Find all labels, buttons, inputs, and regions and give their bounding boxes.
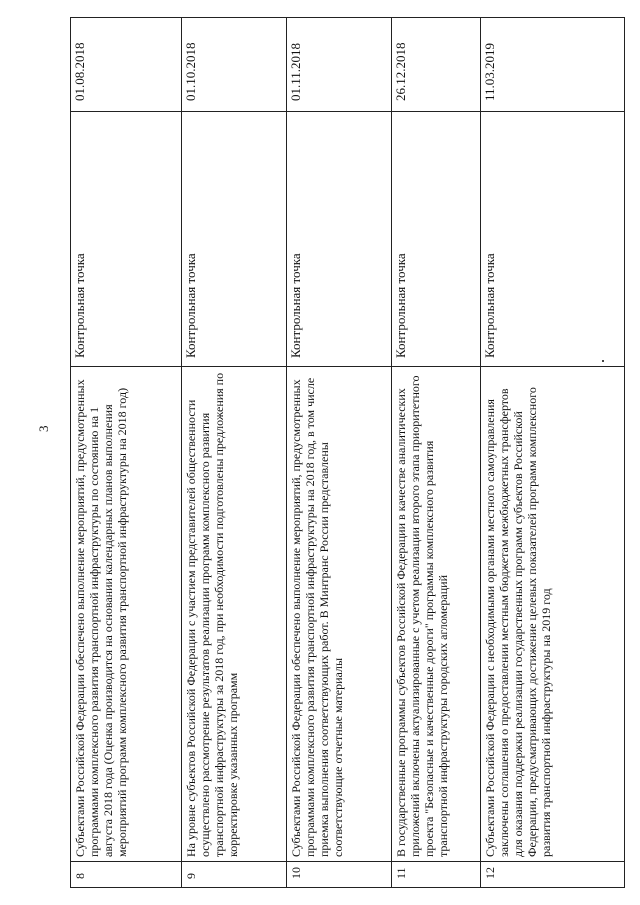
table-row — [480, 18, 624, 888]
row-date: 01.11.2018 — [287, 18, 392, 112]
row-type: Контрольная точка — [392, 112, 481, 367]
scan-speck — [602, 360, 604, 362]
rotated-table-container — [70, 18, 625, 888]
table-row — [287, 18, 392, 888]
row-description: В государственные программы субъектов Российской Федерации в качестве аналитических приложений включены актуализированные с учетом реализации второго этапа приоритетного проекта "Безопасные и качественные дороги" программы комплексного развития транспортной инфраструктуры городских агломераций — [392, 367, 481, 862]
row-date: 01.10.2018 — [181, 18, 286, 112]
table-row — [392, 18, 481, 888]
table-row — [71, 18, 182, 888]
row-number: 8 — [71, 862, 182, 888]
row-number: 11 — [392, 862, 481, 888]
row-date: 01.08.2018 — [71, 18, 182, 112]
row-type: Контрольная точка — [287, 112, 392, 367]
row-description: Субъектами Российской Федерации обеспечено выполнение мероприятий, предусмотренных программами комплексного развития транспортной инфраструктуры на 2018 год, в том числе приемка выполнения соответствующих работ. В Минтранс России представлены соответствующие отчетные материалы — [287, 367, 392, 862]
row-number: 12 — [480, 862, 624, 888]
page-number: 3 — [36, 425, 51, 432]
control-points-table — [70, 17, 625, 888]
row-date: 11.03.2019 — [480, 18, 624, 112]
row-type: Контрольная точка — [480, 112, 624, 367]
row-number: 9 — [181, 862, 286, 888]
row-description: Субъектами Российской Федерации обеспечено выполнение мероприятий, предусмотренных программами комплексного развития транспортной инфраструктуры по состоянию на 1 августа 2018 года (Оценка производится на основании календарных планов выполнения мероприятий программ комплексного развития транспортной инфраструктуры на 2018 год) — [71, 367, 182, 862]
row-type: Контрольная точка — [181, 112, 286, 367]
row-description: На уровне субъектов Российской Федерации с участием представителей общественности осуществлено рассмотрение результатов реализации программ комплексного развития транспортной инфраструктуры за 2018 год, при необходимости подготовлены предложения по корректировке указанных программ — [181, 367, 286, 862]
row-number: 10 — [287, 862, 392, 888]
row-type: Контрольная точка — [71, 112, 182, 367]
table-row — [181, 18, 286, 888]
row-date: 26.12.2018 — [392, 18, 481, 112]
row-description: Субъектами Российской Федерации с необходимыми органами местного самоуправления заключены соглашения о предоставлении местным бюджетам межбюджетных трансфертов для оказания поддержки реализации государственных программ субъектов Российской Федерации, предусматривающих достижение целевых показателей программ комплексного развития транспортной инфраструктуры на 2019 год — [480, 367, 624, 862]
